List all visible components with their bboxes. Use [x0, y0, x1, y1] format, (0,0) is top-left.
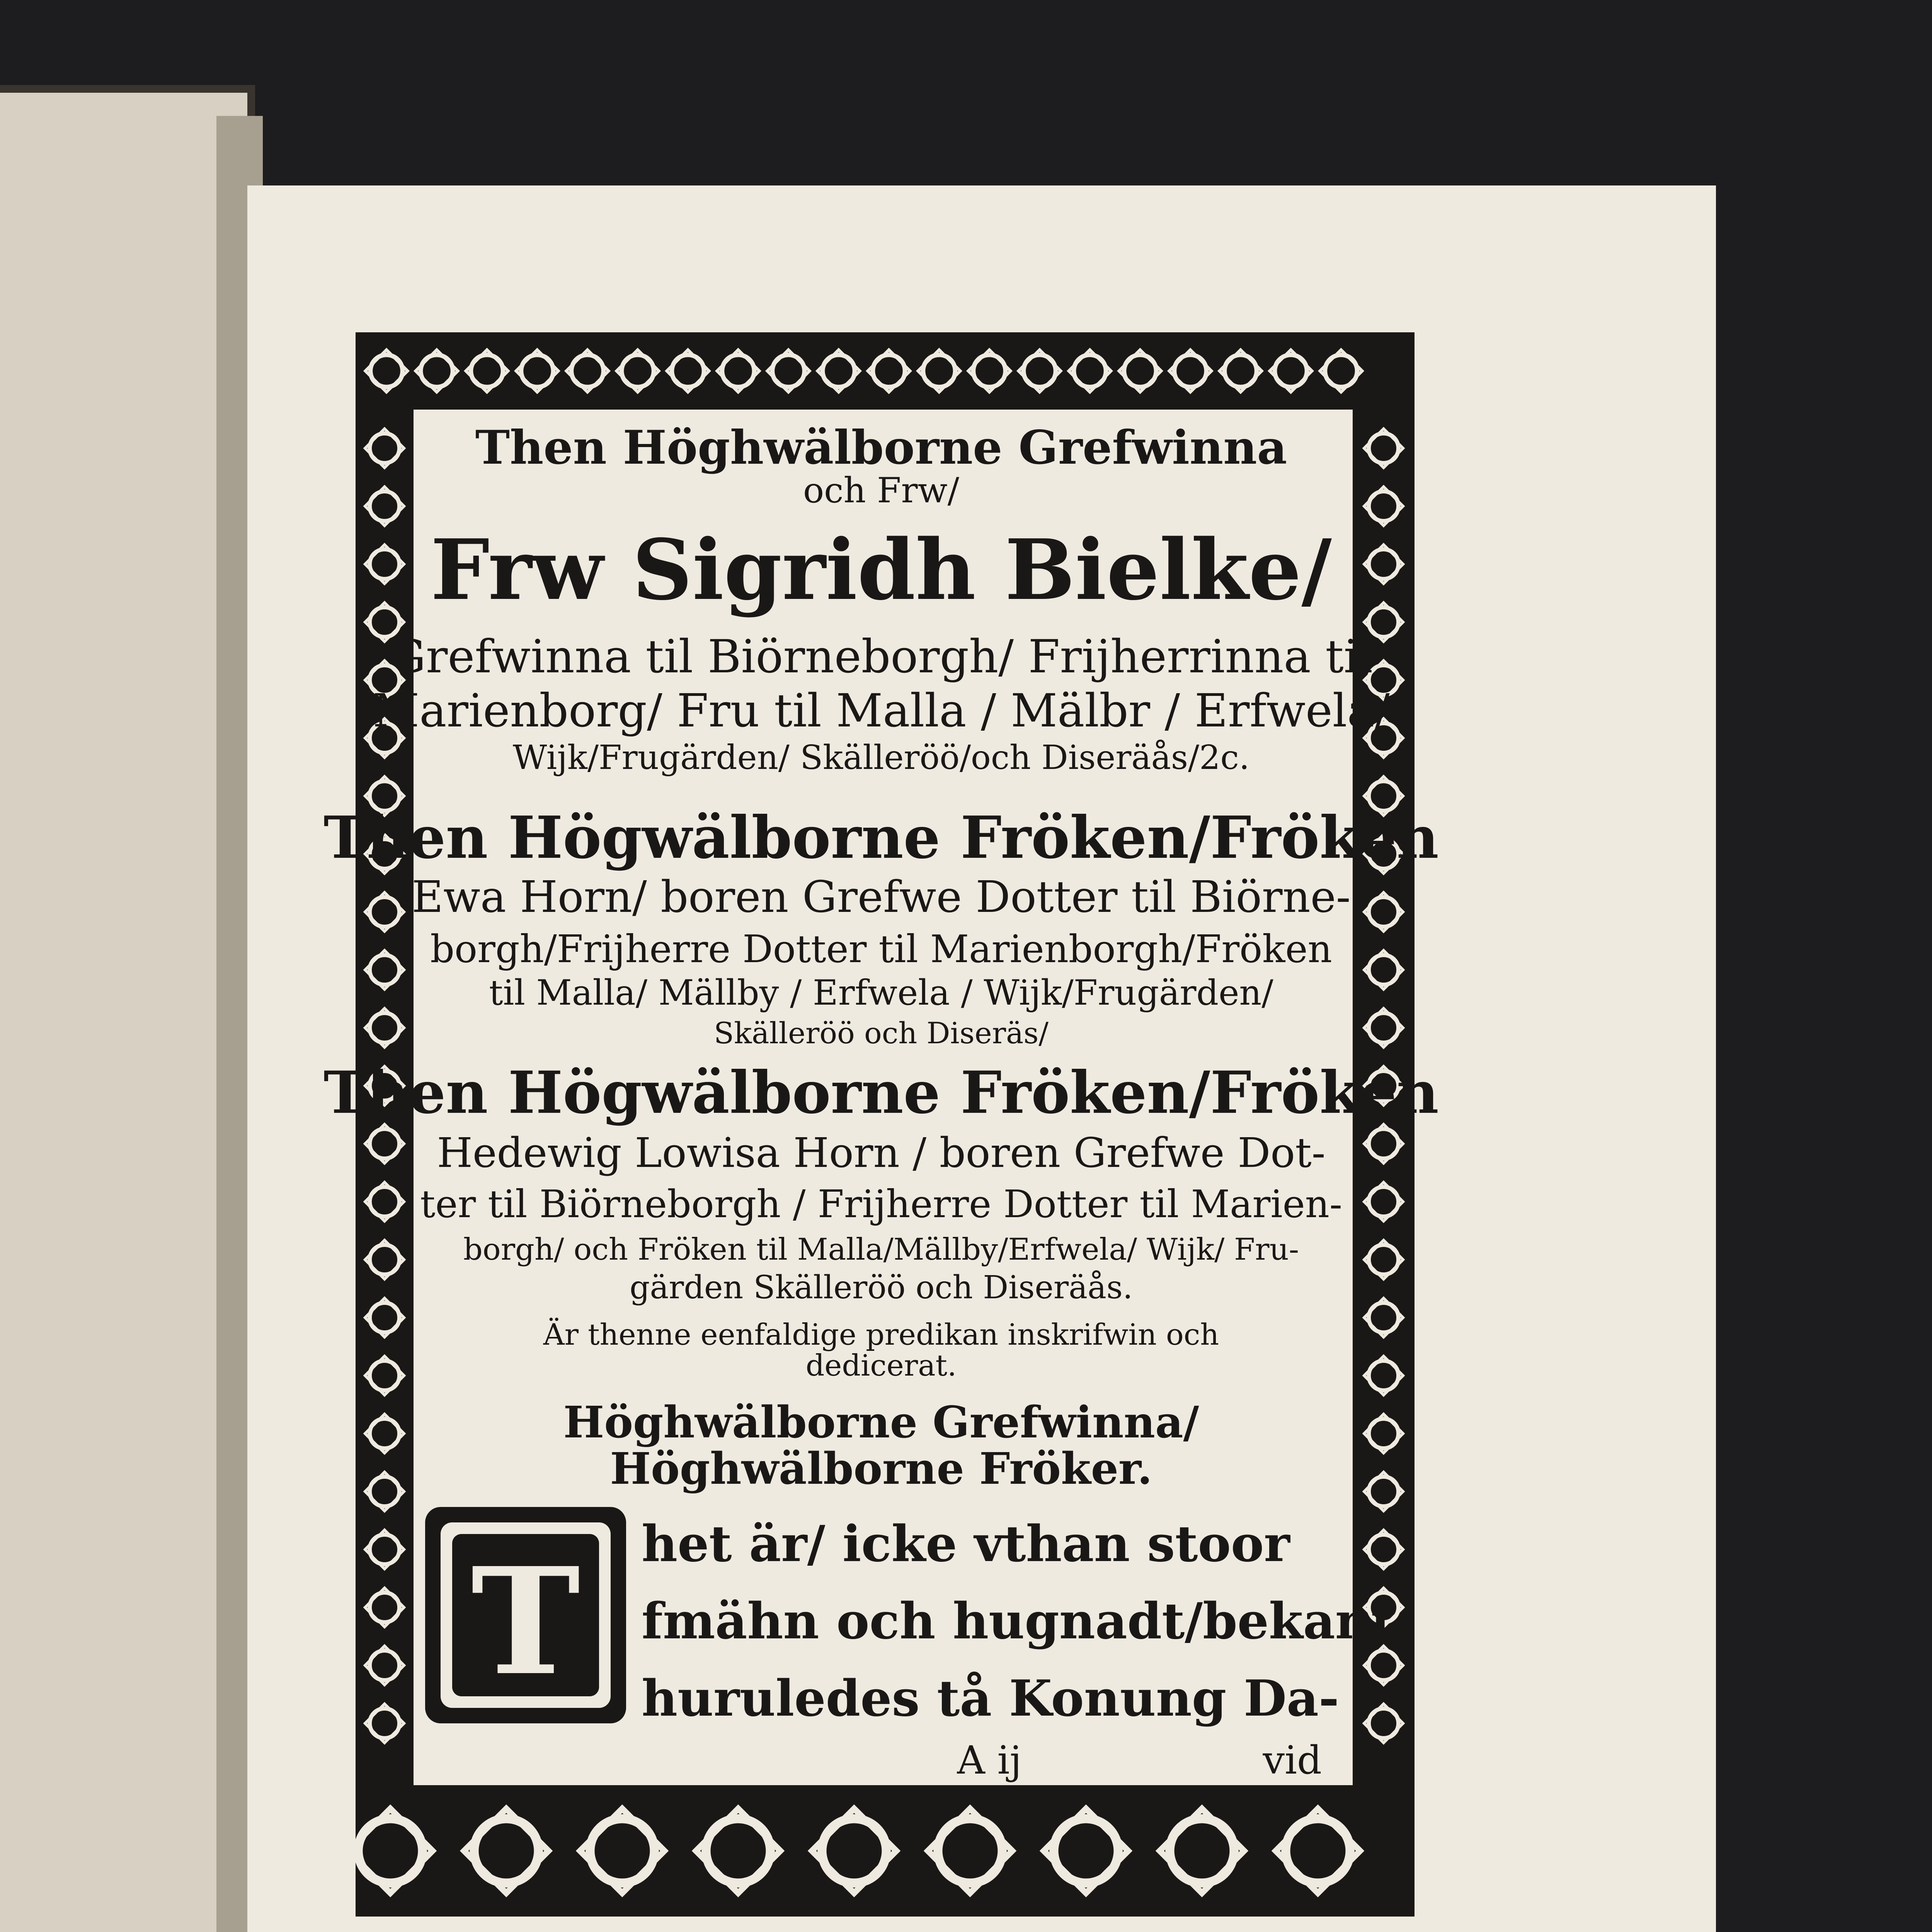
dedication-line: ter til Biörneborgh / Frijherre Dotter til Marien- — [420, 1182, 1342, 1226]
dedication-line: borgh/Frijherre Dotter til Marienborgh/Fröken — [430, 927, 1332, 971]
dedicatee-heading: Then Högwälborne Fröken/Fröken — [323, 1059, 1439, 1127]
dedication-line: Marienborg/ Fru til Malla / Mälbr / Erfwela/ — [373, 684, 1390, 737]
dedication-line: Skälleröö och Diseräs/ — [714, 1016, 1049, 1050]
dedication-line: Wijk/Frugärden/ Skälleröö/och Diseräås/2c. — [512, 738, 1250, 777]
dedication-line: Grefwinna til Biörneborgh/ Frijherrinna til — [389, 630, 1373, 683]
dedicatee-name: Frw Sigridh Bielke/ — [431, 521, 1332, 619]
body-line: huruledes tå Konung Da- — [642, 1670, 1339, 1728]
decorated-initial — [425, 1507, 626, 1723]
dedication-line: til Malla/ Mällby / Erfwela / Wijk/Frugärden/ — [489, 973, 1273, 1013]
body-line: fmähn och hugnadt/bekant/ — [642, 1592, 1412, 1650]
salutation: Höghwälborne Grefwinna/ — [563, 1397, 1199, 1448]
left-page — [0, 93, 247, 1932]
salutation: Höghwälborne Fröker. — [610, 1444, 1152, 1494]
signature-mark: A ij — [957, 1738, 1022, 1783]
dedication-line: Ewa Horn/ boren Grefwe Dotter til Biörne- — [412, 872, 1351, 922]
dedication-line: och Frw/ — [803, 470, 959, 511]
dedication-line: borgh/ och Fröken til Malla/Mällby/Erfwela/ Wijk/ Fru- — [463, 1232, 1299, 1267]
initial-letter: T — [471, 1535, 580, 1708]
dedication-line: Är thenne eenfaldige predikan inskrifwin och — [543, 1317, 1219, 1352]
dedicatee-heading: Then Högwälborne Fröken/Fröken — [323, 804, 1439, 872]
body-line: het är/ icke vthan stoor — [642, 1515, 1290, 1573]
catchword: vid — [1263, 1738, 1322, 1783]
dedication-heading: Then Höghwälborne Grefwinna — [475, 420, 1287, 475]
dedication-line: Hedewig Lowisa Horn / boren Grefwe Dot- — [437, 1129, 1326, 1177]
dedication-line: gärden Skälleröö och Diseräås. — [629, 1269, 1133, 1306]
dedication-line: dedicerat. — [805, 1348, 957, 1383]
